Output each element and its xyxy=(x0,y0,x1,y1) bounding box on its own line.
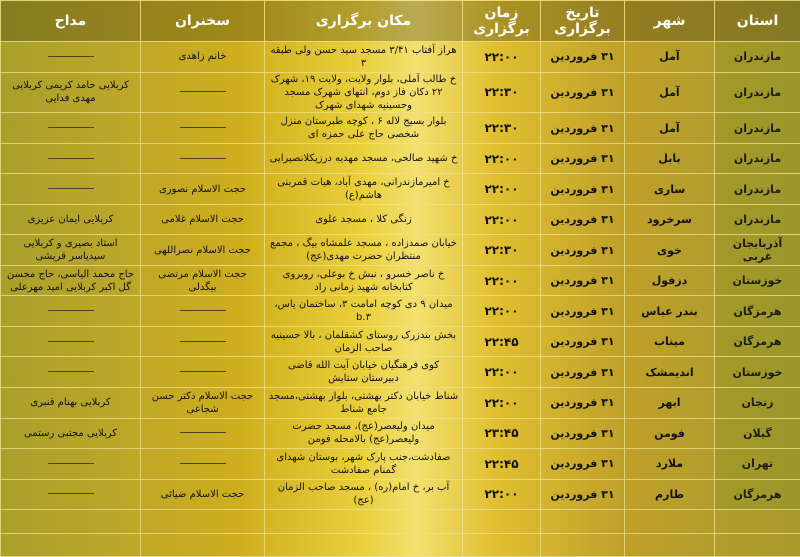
cell-province: مازندران xyxy=(715,174,800,205)
empty-dash xyxy=(48,463,94,464)
empty-dash xyxy=(180,310,226,311)
cell-province: هرمزگان xyxy=(715,296,800,327)
cell-speaker: خانم زاهدی xyxy=(141,42,265,73)
header-speaker: سخنران xyxy=(141,1,265,42)
cell-city: آمل xyxy=(625,42,715,73)
table-row xyxy=(1,418,800,449)
schedule-rows xyxy=(1,42,800,557)
cell-date: ۳۱ فروردین xyxy=(541,357,625,388)
cell-city: آمل xyxy=(625,113,715,144)
cell-place: زنگی کلا ، مسجد علوی xyxy=(265,204,463,235)
cell-speaker xyxy=(141,296,265,327)
cell-madah: حاج محمد الیاسی، حاج محسن گل اکبر کربلایی امید مهرعلی xyxy=(1,265,141,296)
cell-province: مازندران xyxy=(715,42,800,73)
table-row xyxy=(1,388,800,419)
cell-date: ۳۱ فروردین xyxy=(541,265,625,296)
cell-madah xyxy=(1,143,141,174)
cell-date: ۳۱ فروردین xyxy=(541,418,625,449)
empty-cell xyxy=(463,510,541,533)
cell-place: بخش بندزرک روستای کشقلمان ، بالا حسینیه صاحب الزمان xyxy=(265,326,463,357)
cell-madah xyxy=(1,449,141,480)
cell-date: ۳۱ فروردین xyxy=(541,235,625,266)
empty-dash xyxy=(48,341,94,342)
table-row xyxy=(1,326,800,357)
cell-madah: کربلایی بهنام قنبری xyxy=(1,388,141,419)
cell-province: خوزستان xyxy=(715,265,800,296)
cell-time: ۲۲:۰۰ xyxy=(463,296,541,327)
cell-madah xyxy=(1,479,141,510)
cell-province: هرمزگان xyxy=(715,326,800,357)
cell-city: طارم xyxy=(625,479,715,510)
cell-speaker: حجت الاسلام نصوری xyxy=(141,174,265,205)
table-row xyxy=(1,143,800,174)
cell-place: خ شهید صالحی، مسجد مهدیه درزیکلانصیرایی xyxy=(265,143,463,174)
empty-dash xyxy=(180,341,226,342)
cell-madah: استاد بصیری و کربلایی سیدیاسر قریشی xyxy=(1,235,141,266)
header-date: تاریخ برگزاری xyxy=(541,1,625,42)
cell-speaker: حجت الاسلام ضیائی xyxy=(141,479,265,510)
table-row xyxy=(1,42,800,73)
cell-province: خوزستان xyxy=(715,357,800,388)
cell-date: ۳۱ فروردین xyxy=(541,174,625,205)
cell-time: ۲۲:۰۰ xyxy=(463,388,541,419)
empty-row xyxy=(1,510,800,533)
cell-province: آذربایجان غربی xyxy=(715,235,800,266)
cell-place: صفادشت،جنب پارک شهر، بوستان شهدای گمنام صفادشت xyxy=(265,449,463,480)
cell-place: میدان ولیعصر(عج)، مسجد حضرت ولیعصر(عج) بالامحله فومن xyxy=(265,418,463,449)
empty-cell xyxy=(541,533,625,556)
table-row xyxy=(1,449,800,480)
header-province: استان xyxy=(715,1,800,42)
cell-place: خ طالب آملی، بلوار ولایت، ولایت ۱۹، شهرک ۲۲ دکان فاز دوم، انتهای شهرک مسجد وحسینیه شهدای شهرک xyxy=(265,72,463,113)
cell-time: ۲۲:۳۰ xyxy=(463,113,541,144)
cell-city: ملارد xyxy=(625,449,715,480)
cell-place: خ امیرمازندرانی، مهدی آباد، هیات قمربنی هاشم(ع) xyxy=(265,174,463,205)
cell-time: ۲۲:۴۵ xyxy=(463,326,541,357)
cell-speaker xyxy=(141,326,265,357)
header-place: مکان برگزاری xyxy=(265,1,463,42)
cell-city: میناب xyxy=(625,326,715,357)
cell-city: ساری xyxy=(625,174,715,205)
cell-province: مازندران xyxy=(715,72,800,113)
cell-madah xyxy=(1,42,141,73)
empty-cell xyxy=(265,533,463,556)
cell-date: ۳۱ فروردین xyxy=(541,204,625,235)
cell-place: بلوار بسیج لاله ۶ ، کوچه طبرستان منزل شخصی حاج علی حمزه ای xyxy=(265,113,463,144)
empty-row xyxy=(1,533,800,556)
cell-time: ۲۲:۳۰ xyxy=(463,72,541,113)
cell-time: ۲۲:۰۰ xyxy=(463,357,541,388)
cell-city: اندیمشک xyxy=(625,357,715,388)
cell-time: ۲۲:۰۰ xyxy=(463,143,541,174)
empty-dash xyxy=(48,56,94,57)
table-row xyxy=(1,265,800,296)
cell-speaker: حجت الاسلام مرتضی بیگدلی xyxy=(141,265,265,296)
table-row xyxy=(1,357,800,388)
cell-date: ۳۱ فروردین xyxy=(541,113,625,144)
empty-dash xyxy=(180,158,226,159)
cell-time: ۲۲:۰۰ xyxy=(463,204,541,235)
header-row xyxy=(1,1,800,42)
cell-time: ۲۲:۰۰ xyxy=(463,265,541,296)
cell-date: ۳۱ فروردین xyxy=(541,479,625,510)
cell-speaker xyxy=(141,72,265,113)
cell-date: ۳۱ فروردین xyxy=(541,388,625,419)
empty-cell xyxy=(625,510,715,533)
cell-province: زنجان xyxy=(715,388,800,419)
table-row xyxy=(1,235,800,266)
empty-cell xyxy=(463,533,541,556)
table-row xyxy=(1,174,800,205)
cell-time: ۲۲:۳۰ xyxy=(463,235,541,266)
cell-speaker xyxy=(141,449,265,480)
cell-place: خیابان صمدزاده ، مسجد علمشاه بیگ ، مجمع منتظران حضرت مهدی(عج) xyxy=(265,235,463,266)
empty-dash xyxy=(48,188,94,189)
empty-cell xyxy=(1,510,141,533)
empty-dash xyxy=(180,463,226,464)
cell-place: میدان ۹ دی کوچه امامت ۳، ساختمان یاس، b.۳ xyxy=(265,296,463,327)
empty-dash xyxy=(180,91,226,92)
cell-city: فومن xyxy=(625,418,715,449)
cell-province: مازندران xyxy=(715,113,800,144)
cell-speaker xyxy=(141,418,265,449)
cell-province: تهران xyxy=(715,449,800,480)
cell-date: ۳۱ فروردین xyxy=(541,326,625,357)
table-row xyxy=(1,113,800,144)
empty-dash xyxy=(48,158,94,159)
cell-place: هراز آفتاب ۳/۴۱ مسجد سید حسن ولی طبقه ۳ xyxy=(265,42,463,73)
cell-speaker xyxy=(141,143,265,174)
cell-place: خ ناصر خسرو ، نبش خ بوعلی، روبروی کتابخانه شهید زمانی راد xyxy=(265,265,463,296)
empty-dash xyxy=(180,127,226,128)
empty-dash xyxy=(48,493,94,494)
cell-city: سرخرود xyxy=(625,204,715,235)
header-time: زمان برگزاری xyxy=(463,1,541,42)
header-city: شهر xyxy=(625,1,715,42)
cell-speaker: حجت الاسلام نصراللهی xyxy=(141,235,265,266)
table-row xyxy=(1,204,800,235)
empty-dash xyxy=(48,371,94,372)
cell-province: هرمزگان xyxy=(715,479,800,510)
cell-place: کوی فرهنگیان خیابان آیت الله قاضی دبیرستان ستایش xyxy=(265,357,463,388)
empty-dash xyxy=(48,127,94,128)
empty-cell xyxy=(715,510,800,533)
empty-cell xyxy=(715,533,800,556)
cell-date: ۳۱ فروردین xyxy=(541,449,625,480)
cell-time: ۲۲:۴۵ xyxy=(463,449,541,480)
cell-madah: کربلایی مجتبی رستمی xyxy=(1,418,141,449)
header-madah: مداح xyxy=(1,1,141,42)
cell-time: ۲۳:۴۵ xyxy=(463,418,541,449)
empty-cell xyxy=(625,533,715,556)
empty-cell xyxy=(141,533,265,556)
empty-cell xyxy=(141,510,265,533)
table-row xyxy=(1,296,800,327)
cell-time: ۲۲:۰۰ xyxy=(463,174,541,205)
cell-speaker xyxy=(141,357,265,388)
cell-time: ۲۲:۰۰ xyxy=(463,42,541,73)
cell-city: خوی xyxy=(625,235,715,266)
table-row xyxy=(1,72,800,113)
table-row xyxy=(1,479,800,510)
cell-date: ۳۱ فروردین xyxy=(541,72,625,113)
cell-madah xyxy=(1,296,141,327)
cell-city: دزفول xyxy=(625,265,715,296)
cell-province: مازندران xyxy=(715,143,800,174)
cell-province: مازندران xyxy=(715,204,800,235)
empty-cell xyxy=(1,533,141,556)
cell-speaker: حجت الاسلام دکتر حسن شجاعی xyxy=(141,388,265,419)
empty-dash xyxy=(180,432,226,433)
cell-speaker xyxy=(141,113,265,144)
cell-madah xyxy=(1,174,141,205)
cell-place: آب بر، خ امام(ره) ، مسجد صاحب الزمان (عج) xyxy=(265,479,463,510)
cell-date: ۳۱ فروردین xyxy=(541,42,625,73)
cell-madah: کربلایی ایمان عزیزی xyxy=(1,204,141,235)
cell-date: ۳۱ فروردین xyxy=(541,296,625,327)
cell-city: ابهر xyxy=(625,388,715,419)
cell-madah xyxy=(1,326,141,357)
cell-date: ۳۱ فروردین xyxy=(541,143,625,174)
cell-madah xyxy=(1,357,141,388)
cell-city: بندر عباس xyxy=(625,296,715,327)
empty-dash xyxy=(48,310,94,311)
empty-cell xyxy=(541,510,625,533)
cell-place: شناط خیابان دکتر بهشتی، بلوار بهشتی،مسجد جامع شناط xyxy=(265,388,463,419)
cell-city: آمل xyxy=(625,72,715,113)
cell-madah: کربلایی حامد کریمی کربلایی مهدی فدایی xyxy=(1,72,141,113)
cell-time: ۲۲:۰۰ xyxy=(463,479,541,510)
cell-speaker: حجت الاسلام غلامی xyxy=(141,204,265,235)
empty-dash xyxy=(180,371,226,372)
empty-cell xyxy=(265,510,463,533)
cell-madah xyxy=(1,113,141,144)
cell-province: گیلان xyxy=(715,418,800,449)
cell-city: بابل xyxy=(625,143,715,174)
